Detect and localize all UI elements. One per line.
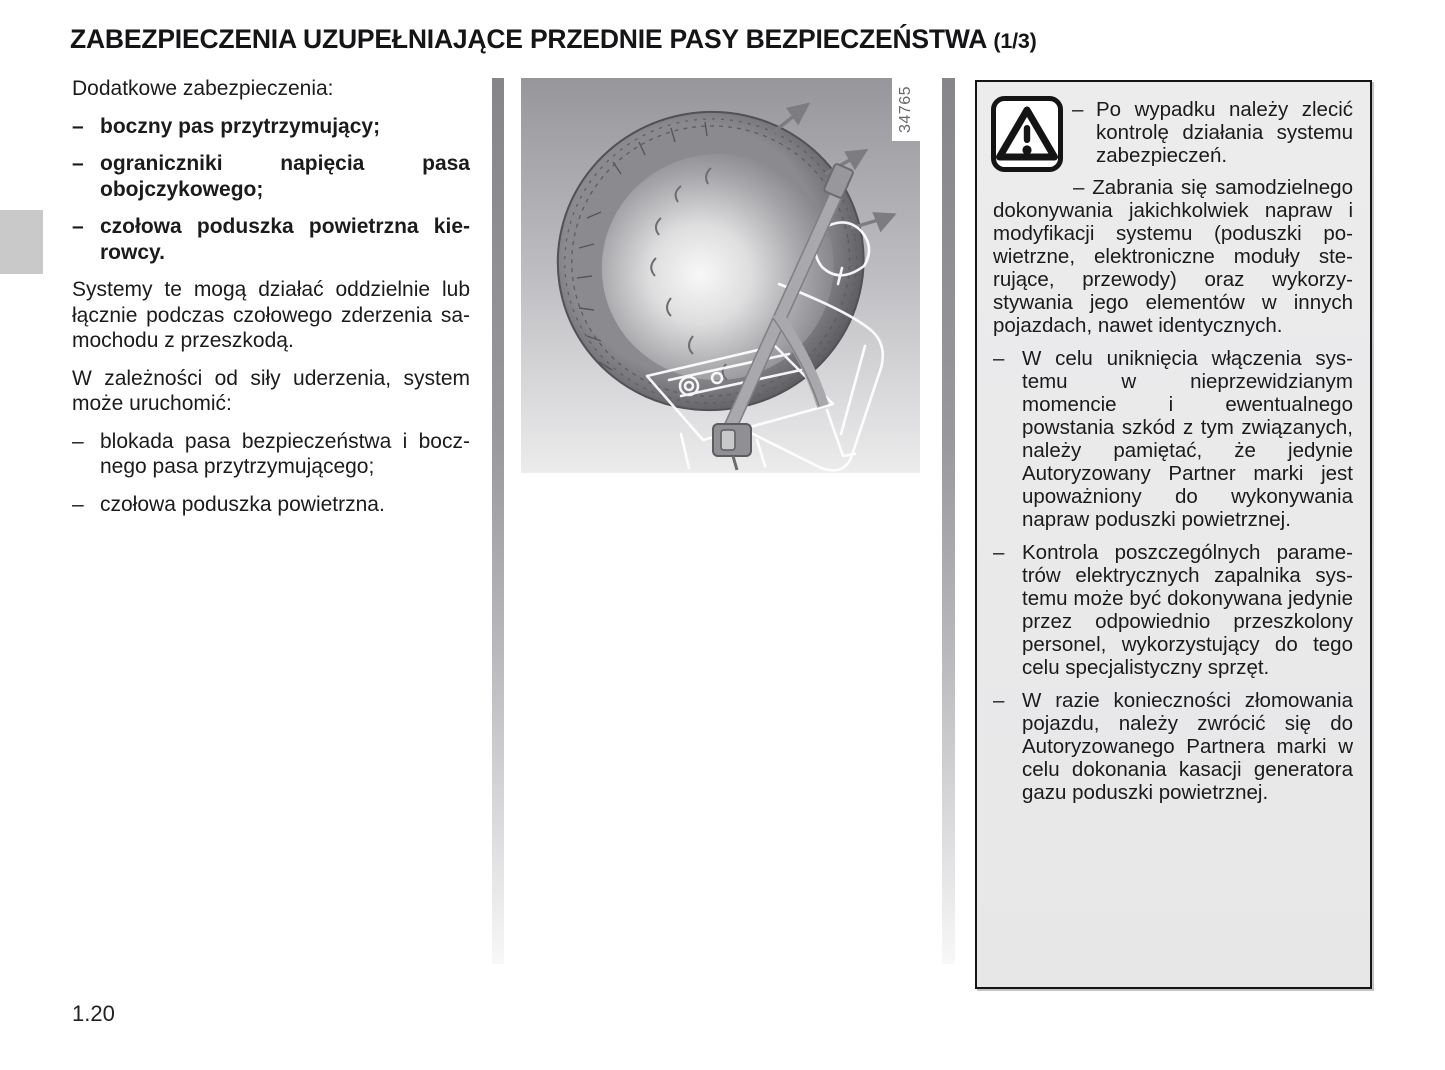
warning-item — [1072, 98, 1353, 167]
list-item-text: blokada pasa bezpieczeństwa i bocznego pasa przytrzymującego; — [100, 429, 470, 478]
bullet-dash: – — [1072, 98, 1084, 121]
list-item-text: boczny pas przytrzymujący; — [100, 114, 381, 138]
bullet-dash: – — [72, 152, 84, 175]
page-title-text: ZABEZPIECZENIA UZUPEŁNIAJĄCE PRZEDNIE PASY BEZPIECZEŃSTWA — [70, 24, 987, 54]
warning-item-text: Kontrola poszczególnych parametrów elektrycznych zapalnika systemu może być dokonywana jedynie przez odpowiednio przeszkolony personel, wykorzystujący do tego celu specjalistyczny sprzęt. — [1022, 541, 1353, 679]
list-item — [72, 429, 470, 480]
airbag-seat-drawing — [521, 78, 920, 473]
list-item-text: czołowa poduszka powietrzna. — [100, 492, 385, 516]
bullet-dash: – — [1073, 176, 1085, 199]
list-item — [72, 214, 470, 265]
bullet-dash: – — [72, 492, 84, 516]
warning-item-text: Zabrania się samodzielnego dokonywania jakichkolwiek napraw i modyfikacji systemu (poduszki powietrzne, elektroniczne moduły sterujące, przewody) oraz wykorzystywania jego elementów w innych pojazdach, nawet identycznych. — [993, 176, 1353, 337]
figure-label-notch — [892, 78, 920, 141]
warning-item — [993, 347, 1353, 531]
page-number: 1.20 — [72, 1001, 115, 1026]
bullet-dash: – — [72, 429, 84, 453]
page-title-counter: (1/3) — [993, 29, 1037, 53]
bullet-dash: – — [993, 689, 1005, 712]
left-column — [72, 76, 470, 529]
list-item — [72, 114, 470, 140]
warning-item-text: W celu uniknięcia włączenia systemu w nieprzewidzianym momencie i ewentualnego powstania szkód z tym związanych, należy pamiętać, że jedynie Autoryzowany Partner marki jest upoważniony do wykonywania napraw poduszki powietrznej. — [1022, 347, 1353, 531]
page-title — [70, 24, 1037, 55]
list-item — [72, 151, 470, 202]
bullet-dash: – — [72, 215, 84, 238]
list-item — [72, 492, 470, 518]
section-tab — [0, 210, 43, 274]
warning-item — [993, 176, 1353, 337]
warning-box — [975, 80, 1372, 989]
bullet-dash: – — [72, 114, 84, 138]
warning-item — [993, 689, 1353, 804]
body-paragraph: W zależności od siły uderzenia, system może uruchomić: — [72, 366, 470, 415]
warning-triangle-icon — [990, 95, 1064, 173]
figure-divider-bar-left — [492, 78, 504, 964]
intro-text: Dodatkowe zabezpieczenia: — [72, 77, 334, 100]
warning-item-text: W razie konieczności złomowania pojazdu, należy zwrócić się do Autoryzowanego Partnera marki w celu dokonania kasacji generatora gazu poduszki powietrznej. — [1022, 689, 1353, 804]
figure-divider-bar-right — [942, 78, 955, 964]
list-item-text: ograniczniki napięcia pasa obojczykowego; — [100, 152, 470, 201]
list-item-text: czołowa poduszka powietrzna kierowcy. — [100, 215, 470, 264]
warning-item — [993, 541, 1353, 679]
bullet-dash: – — [993, 347, 1005, 370]
bullet-dash: – — [993, 541, 1005, 564]
figure-code-label: 34765 — [897, 86, 914, 133]
airbag-illustration — [521, 78, 920, 473]
body-paragraph: Systemy te mogą działać oddzielnie lub łącznie podczas czołowego zderzenia samochodu z przeszkodą. — [72, 278, 470, 352]
warning-item-text: Po wypadku należy zlecić kontrolę działania systemu zabezpieczeń. — [1096, 98, 1353, 167]
